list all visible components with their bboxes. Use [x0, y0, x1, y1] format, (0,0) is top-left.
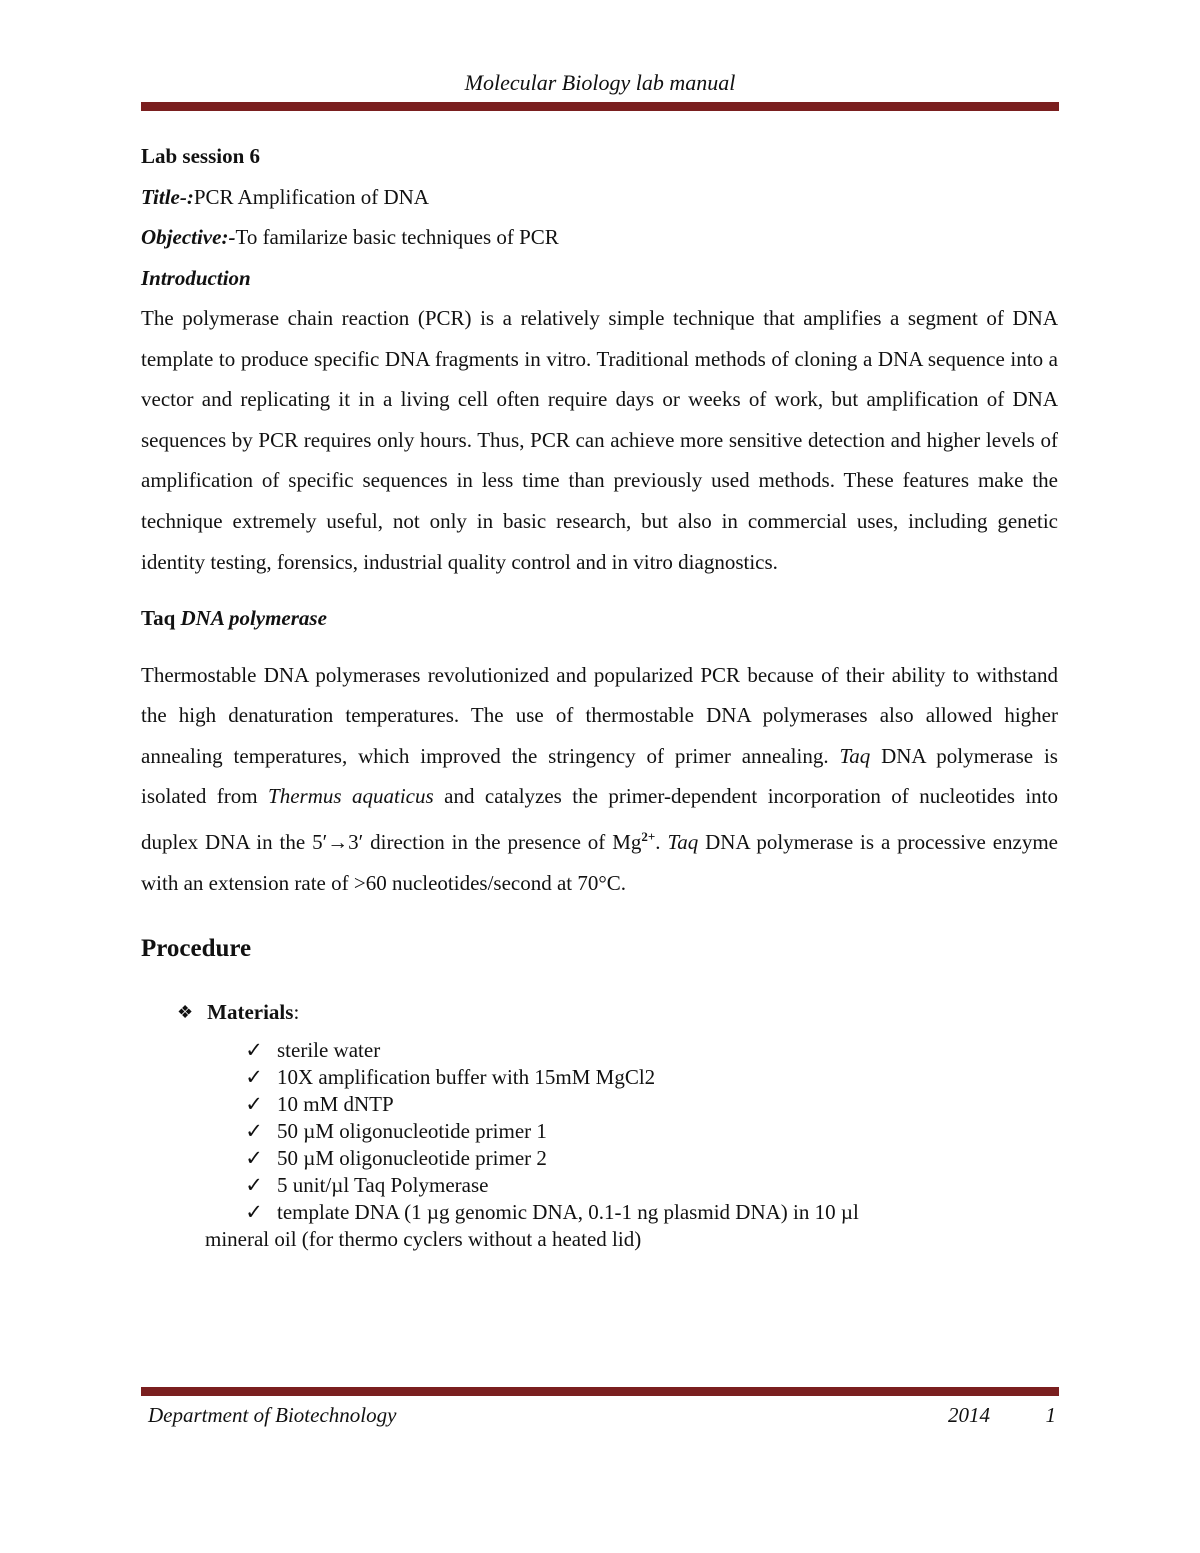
running-header: Molecular Biology lab manual: [464, 70, 736, 95]
materials-header: [177, 997, 1058, 1027]
list-item: [245, 1064, 1058, 1091]
mg-superscript: 2+: [641, 829, 656, 845]
checkmark-icon: ✓: [245, 1146, 263, 1171]
header-rule: [141, 102, 1059, 111]
introduction-heading: Introduction: [141, 265, 251, 290]
taq-heading-plain: Taq: [141, 606, 181, 631]
material-text: 10X amplification buffer with 15mM MgCl2: [277, 1065, 656, 1090]
taq-text-4: .: [655, 830, 668, 855]
checkmark-icon: ✓: [245, 1065, 263, 1090]
list-item: [245, 1172, 1058, 1199]
list-item: [245, 1037, 1058, 1064]
page-number: 1: [1045, 1403, 1056, 1427]
taq-text-2: DNA polymerase is isolated from: [141, 743, 1058, 809]
session-label: Lab session 6: [141, 144, 261, 168]
list-item: [245, 1145, 1058, 1172]
taq-heading-italic: DNA polymerase: [180, 606, 327, 631]
introduction-paragraph: The polymerase chain reaction (PCR) is a relatively simple technique that amplifies a segment of DNA template to produce specific DNA fragments in vitro. Traditional methods of cloning a DNA sequence into a vector and replicating it in a living cell often require days or weeks of work, but amplification of DNA sequences by PCR requires only hours. Thus, PCR can achieve more sensitive detection and higher levels of amplification of specific sequences in less time than previously used methods. These features make the technique extremely useful, not only in basic research, but also in commercial uses, including genetic identity testing, forensics, industrial quality control and in vitro diagnostics.: [141, 306, 1058, 574]
objective-line: [141, 217, 1058, 258]
material-text: sterile water: [277, 1038, 381, 1063]
mineral-oil-line: mineral oil (for thermo cyclers without a heated lid): [205, 1227, 642, 1252]
objective-value: To familarize basic techniques of PCR: [235, 225, 559, 249]
list-item: [245, 1091, 1058, 1118]
list-item: [245, 1199, 1058, 1226]
material-text: 50 µM oligonucleotide primer 2: [277, 1146, 547, 1171]
material-text: 10 mM dNTP: [277, 1092, 394, 1117]
material-text: 5 unit/µl Taq Polymerase: [277, 1173, 489, 1198]
title-label: Title-:: [141, 184, 194, 209]
title-line: [141, 177, 1058, 218]
title-value: PCR Amplification of DNA: [193, 184, 429, 209]
materials-section: [141, 997, 1058, 1253]
material-text: 50 µM oligonucleotide primer 1: [277, 1119, 547, 1144]
checkmark-icon: ✓: [245, 1092, 263, 1117]
taq-heading: [141, 598, 1058, 639]
objective-label: Objective:-: [141, 225, 236, 249]
footer-rule: [141, 1387, 1059, 1396]
footer-year: 2014: [948, 1403, 990, 1427]
main-content: [141, 136, 1058, 1253]
materials-list: [177, 1037, 1058, 1226]
list-item: [245, 1118, 1058, 1145]
procedure-heading: Procedure: [141, 935, 252, 963]
taq-italic-2: Taq: [667, 830, 699, 855]
taq-text-5: DNA polymerase is a processive enzyme with an extension rate of >60 nucleotides/second at 70°C.: [141, 830, 1058, 895]
organism-name: Thermus aquaticus: [268, 784, 434, 809]
checkmark-icon: ✓: [245, 1119, 263, 1144]
checkmark-icon: ✓: [245, 1173, 263, 1198]
materials-colon: :: [293, 1000, 300, 1025]
diamond-bullet-icon: ❖: [177, 1002, 194, 1023]
checkmark-icon: ✓: [245, 1038, 263, 1063]
taq-paragraph: [141, 655, 1058, 904]
taq-text-3: and catalyzes the primer-dependent incorporation of nucleotides into duplex DNA in the 5′→3′ direction in the presence of Mg: [141, 784, 1058, 855]
materials-label: Materials: [207, 1000, 294, 1025]
taq-text-1: Thermostable DNA polymerases revolutionized and popularized PCR because of their ability to withstand the high denaturation temperatures. The use of thermostable DNA polymerases also allowed higher annealing temperatures, which improved the stringency of primer annealing.: [141, 662, 1058, 768]
taq-italic-1: Taq: [839, 743, 871, 768]
checkmark-icon: ✓: [245, 1200, 263, 1225]
material-text: template DNA (1 µg genomic DNA, 0.1-1 ng plasmid DNA) in 10 µl: [277, 1200, 859, 1225]
footer-department: Department of Biotechnology: [148, 1403, 397, 1427]
